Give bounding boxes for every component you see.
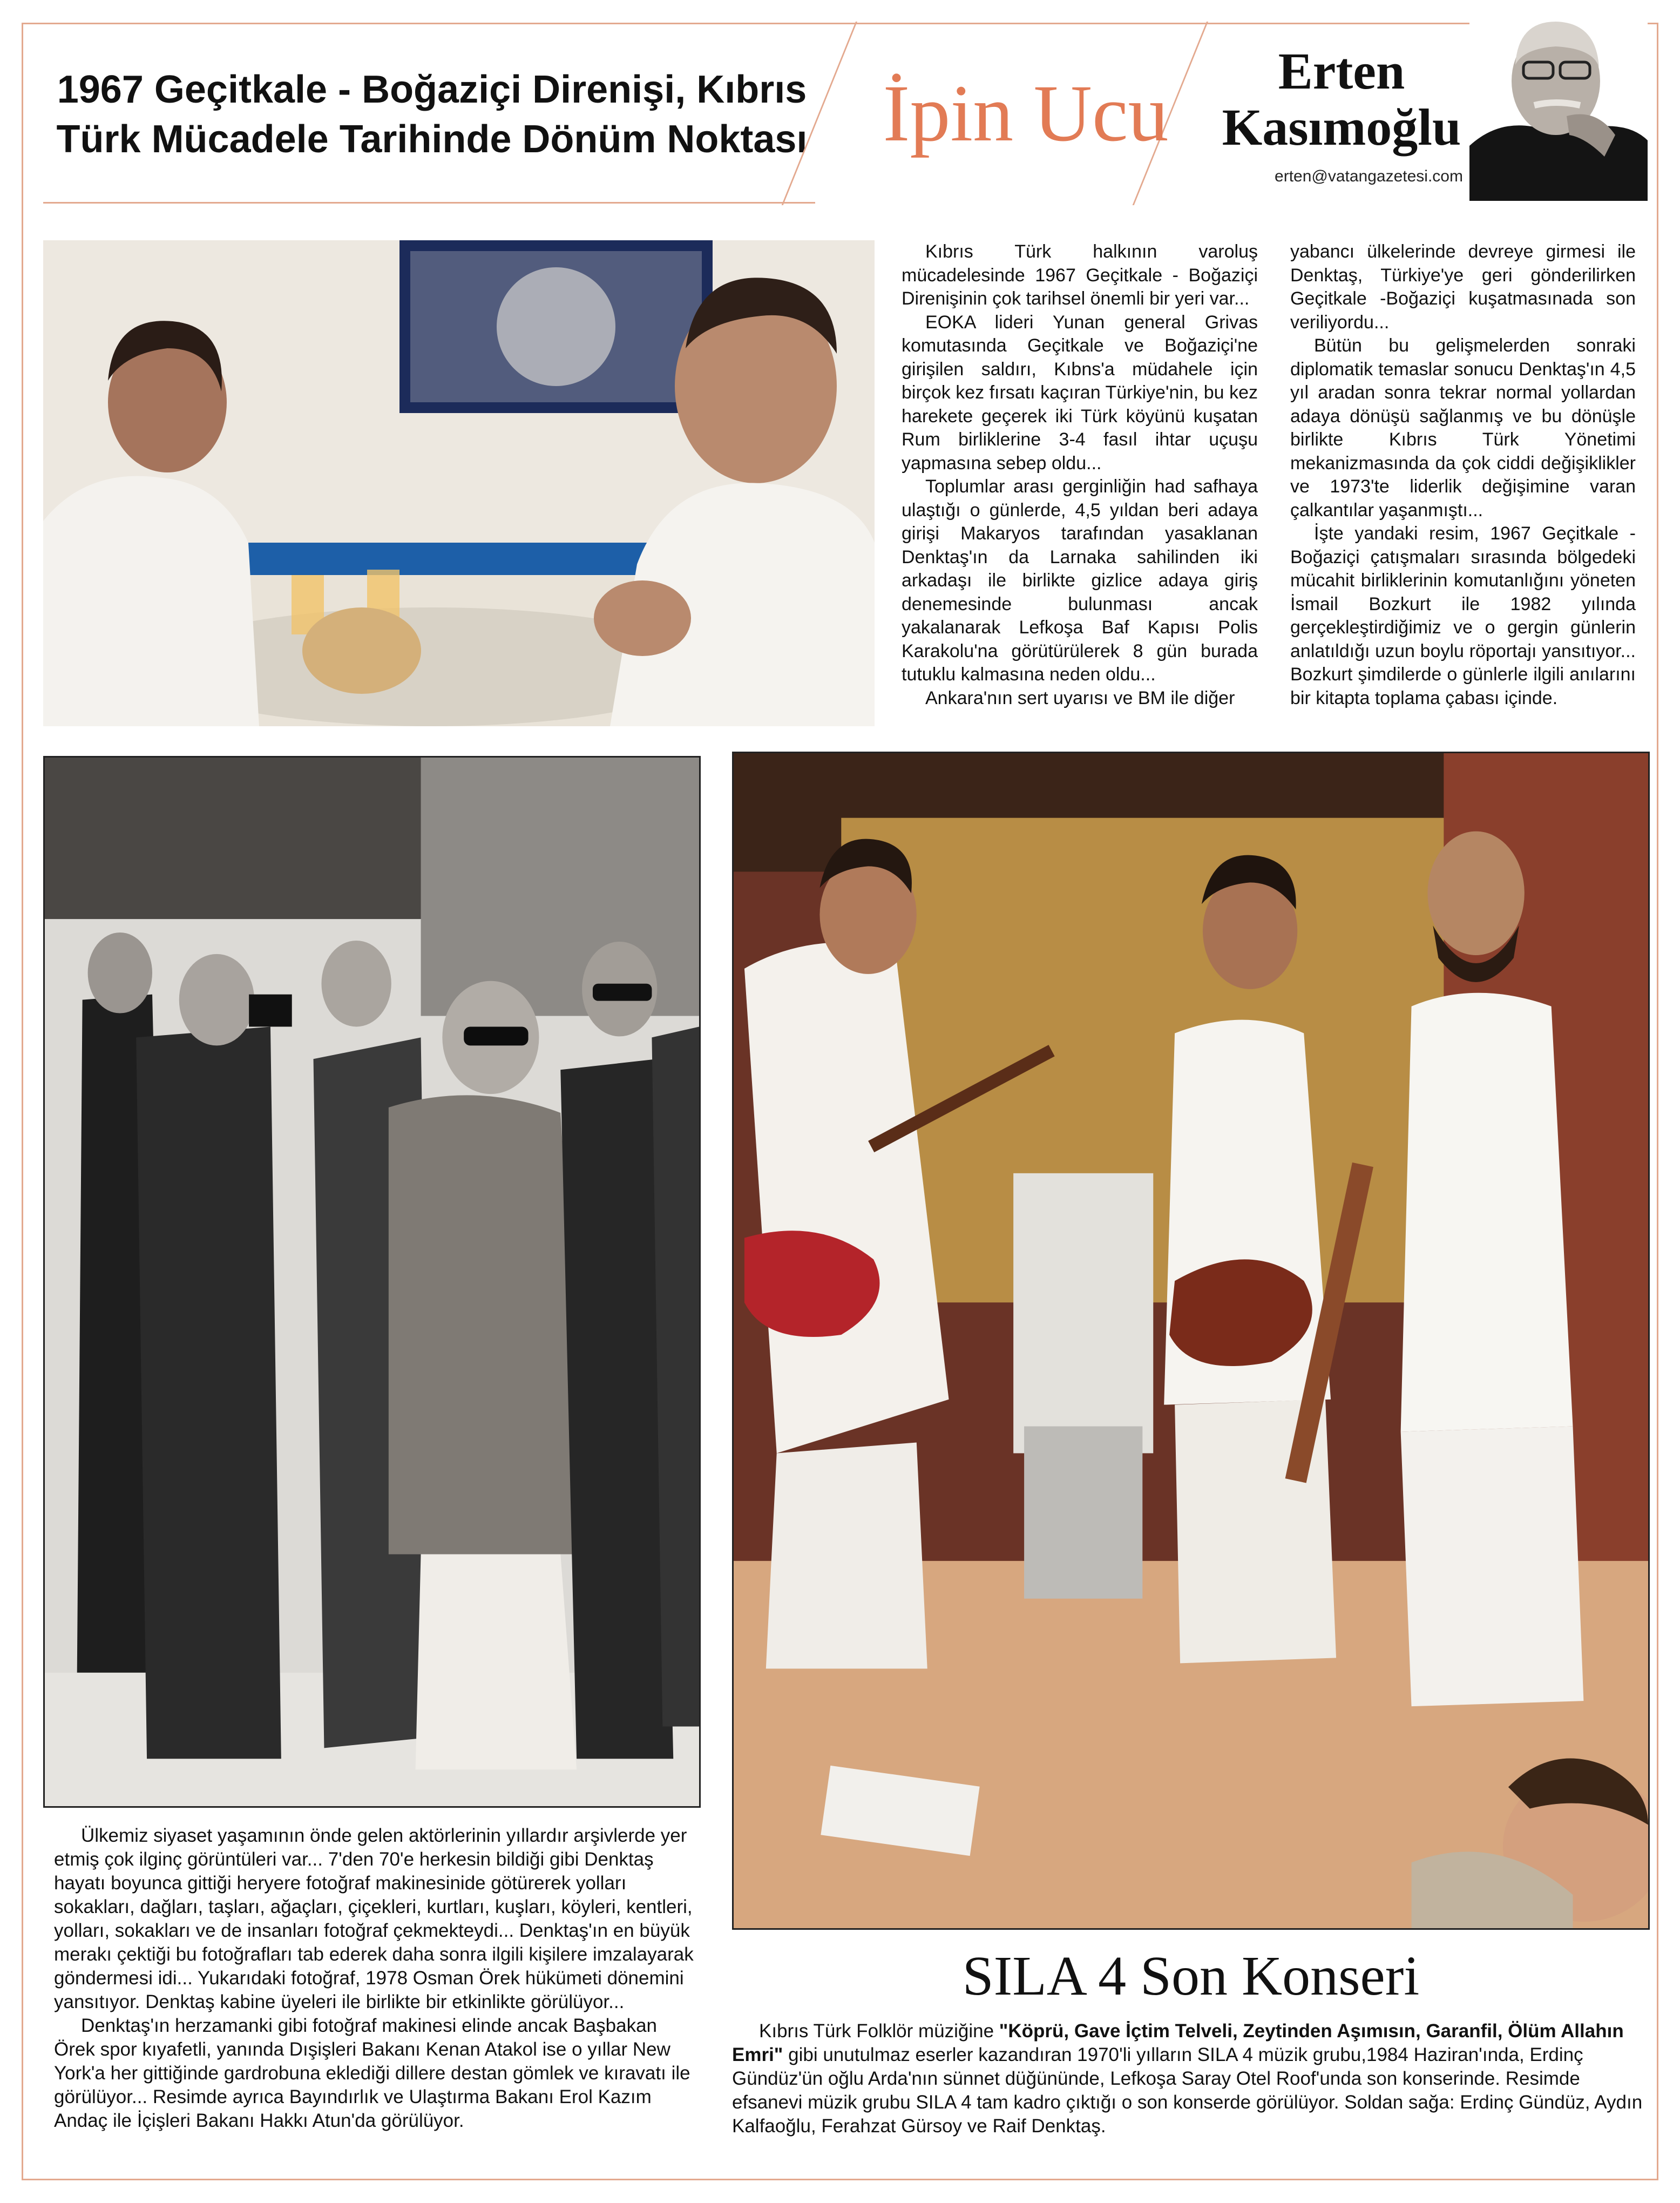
article-paragraph: EOKA lideri Yunan general Grivas komutasında Geçitkale ve Boğaziçi'ne girişilen saldırı, Kıbns'a müdahele için birçok kez fırsatı kaçıran Türkiye'nin, bu kez harekete geçerek iki Türk köyünü kuşatan Rum birliklerine 3-4 fasıl ihtar uçuşu yapmasına sebep oldu... (902, 312, 1258, 474)
concert-title: SILA 4 Son Konseri (962, 1945, 1420, 2007)
concert-caption (732, 2019, 1644, 2138)
caption-paragraph: Denktaş'ın herzamanki gibi fotoğraf makinesi elinde ancak Başbakan Örek spor kıyafetli, yanında Dışişleri Bakanı Kenan Atakol ise o yıllar New York'a her gittiğinde gardrobuna eklediği dillere destan gömlek ve kıravatı ile görülüyor... Resimde ayrıca Bayındırlık ve Ulaştırma Bakanı Erol Kazım Andaç ile İçişleri Bakanı Hakkı Atun'da görülüyor. (54, 2015, 690, 2131)
article-paragraph: yabancı ülkelerinde devreye girmesi ile Denktaş, Türkiye'ye geri gönderilirken Geçitkale -Boğaziçi kuşatmasınada son veriliyordu... (1290, 241, 1636, 333)
header-rule (43, 202, 815, 204)
article-paragraph: Bütün bu gelişmelerden sonraki diplomatik temaslar sonucu Denktaş'ın 4,5 yıl aradan sonra tekrar normal yollardan adaya dönüşü sağlanmış ve bu dönüşle birlikte Kıbrıs Türk Yönetimi mekanizmasında da çok ciddi değişiklikler ve 1973'te liderlik değişimine varan çalkantılar yaşanmıştı... (1290, 335, 1636, 521)
article-paragraph: Ankara'nın sert uyarısı ve BM ile diğer (925, 687, 1235, 708)
article-column-2 (1290, 240, 1636, 710)
concert-text: gibi unutulmaz eserler kazandıran 1970'li yılların SILA 4 müzik grubu,1984 Haziran'ında, Erdinç Gündüz'ün oğlu Arda'nın sünnet düğününde, Lefkoşa Saray Otel Roof'unda son konserinde. Resimde efsanevi müzik grubu SILA 4 tam kadro çıktığı o son konserde görülüyor. Soldan sağa: Erdinç Gündüz, Aydın Kalfaoğlu, Ferahzat Gürsoy ve Raif Denktaş. (732, 2044, 1643, 2137)
article-column-1 (902, 240, 1258, 710)
headline-line-1: 1967 Geçitkale - Boğaziçi Direnişi, Kıbrıs (57, 68, 807, 111)
article-paragraph: Kıbrıs Türk halkının varoluş mücadelesinde 1967 Geçitkale - Boğaziçi Direnişinin çok tarihsel önemli bir yeri var... (902, 241, 1258, 309)
photo-interview (43, 240, 875, 726)
column-name: İpin Ucu (883, 69, 1169, 158)
caption-paragraph: Ülkemiz siyaset yaşamının önde gelen aktörlerinin yıllardır arşivlerde yer etmiş çok ilginç görüntüleri var... 7'den 70'e herkesin bildiği gibi Denktaş hayatı boyunca gittiği heryere fotoğraf makinesinide götürerek yolları sokakları, dağları, taşları, ağaçları, çiçekleri, kurtları, kuşları, köyleri, kentleri, yolları, sokakları ve de insanları fotoğraf çekmekteydi... Denktaş'ın en büyük merakı çektiği bu fotoğrafları tab ederek daha sonra ilgili kişilere imzalayarak göndermesi idi... Yukarıdaki fotoğraf, 1978 Osman Örek hükümeti dönemini yansıtıyor. Denktaş kabine üyeleri ile birlikte bir etkinlikte görülüyor... (54, 1825, 694, 2012)
headline (43, 65, 821, 164)
headline-line-2: Türk Mücadele Tarihinde Dönüm Noktası (56, 118, 808, 161)
author-last-name: Kasımoğlu (1222, 98, 1461, 156)
author-name (1209, 43, 1474, 156)
concert-intro: Kıbrıs Türk Folklör müziğine (759, 2020, 999, 2042)
author-email: erten@vatangazetesi.com (1275, 167, 1463, 185)
photo-concert (732, 752, 1650, 1930)
article-paragraph: Toplumlar arası gerginliğin had safhaya ulaştığı o günlerde, 4,5 yıldan beri adaya girişi Makaryos tarafından yasaklanan Denktaş'ın da Larnaka sahilinden iki arkadaşı ile birlikte gizlice adaya giriş denemesinde bulunması ancak yakalanarak Lefkoşa Baf Kapısı Polis Karakolu'na görütürülerek 8 gün burada tutuklu kalmasına neden oldu... (902, 476, 1258, 685)
concert-songs: "Köprü, Gave İçtim Telveli, Zeytinden Aşımısın, Garanfil, Ölüm Allahın Emri" (732, 2020, 1624, 2065)
author-first-name: Erten (1278, 42, 1405, 100)
cabinet-photo-caption (54, 1824, 696, 2133)
photo-cabinet (43, 756, 701, 1808)
author-portrait (1469, 0, 1648, 201)
article-paragraph: İşte yandaki resim, 1967 Geçitkale - Boğaziçi çatışmaları sırasında bölgedeki mücahit birliklerinin komutanlığını yöneten İsmail Bozkurt ile 1982 yılında gerçekleştirdiğimiz ve o gergin günlerin anlatıldığı uzun boylu röportajı yansıtıyor... Bozkurt şimdilerde o günlerle ilgili anılarını bir kitapta toplama çabası içinde. (1290, 523, 1636, 708)
